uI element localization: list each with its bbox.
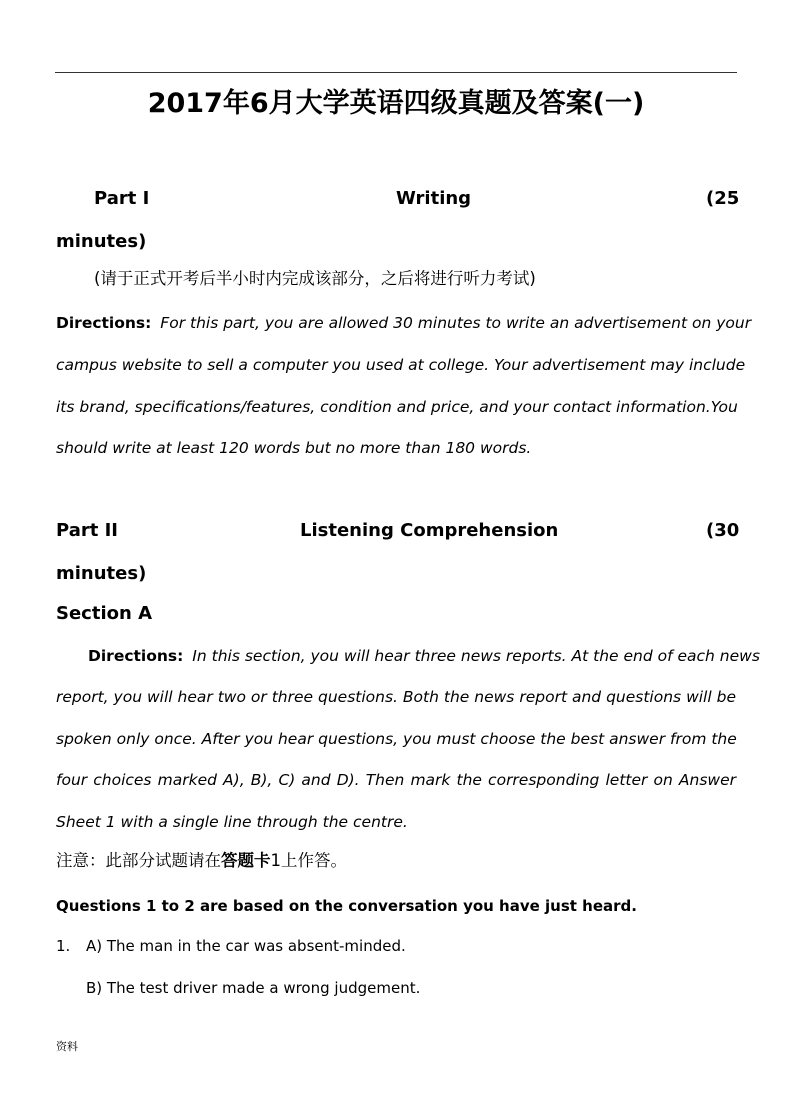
- part2-name: Listening Comprehension: [300, 520, 559, 541]
- part1-note: (请于正式开考后半小时内完成该部分，之后将进行听力考试): [94, 269, 536, 288]
- part2-directions-label: Directions:: [88, 647, 184, 665]
- part2-directions-line-5: Sheet 1 with a single line through the centre.: [56, 813, 408, 831]
- part1-directions-label: Directions:: [56, 314, 152, 332]
- part2-directions-line-1: Directions: In this section, you will hear three news reports. At the end of each news: [88, 647, 760, 665]
- page-title: 2017年6月大学英语四级真题及答案(一): [147, 88, 645, 119]
- footer-label: 资料: [56, 1040, 78, 1053]
- answer-sheet-bold: 答题卡: [221, 851, 271, 870]
- questions-heading: Questions 1 to 2 are based on the conversation you have just heard.: [56, 897, 637, 915]
- question-1-option-a: A) The man in the car was absent-minded.: [86, 937, 406, 955]
- question-1-number: 1.: [56, 937, 71, 955]
- part1-directions-line-1: Directions: For this part, you are allowed 30 minutes to write an advertisement on your: [56, 314, 752, 332]
- header-rule: [55, 72, 737, 73]
- part1-directions-line-3: its brand, specifications/features, condition and price, and your contact information.You: [56, 398, 738, 416]
- part2-time-open: (30: [706, 520, 740, 541]
- part2-directions-line-3: spoken only once. After you hear questions, you must choose the best answer from the: [56, 730, 737, 748]
- part2-time-close: minutes): [56, 563, 147, 584]
- part2-label: Part II: [56, 520, 118, 541]
- part1-directions-line-2: campus website to sell a computer you used at college. Your advertisement may include: [56, 356, 746, 374]
- answer-sheet-notice: 注意：此部分试题请在答题卡1上作答。: [56, 851, 347, 870]
- part1-directions-line-4: should write at least 120 words but no more than 180 words.: [56, 439, 532, 457]
- part1-label: Part I: [94, 188, 150, 209]
- part1-time-open: (25: [706, 188, 740, 209]
- part1-name: Writing: [396, 188, 472, 209]
- part2-directions-line-2: report, you will hear two or three questions. Both the news report and questions will be: [56, 688, 736, 706]
- part2-directions-line-4: four choices marked A), B), C) and D). Then mark the corresponding letter on Answer: [56, 771, 736, 789]
- section-a-heading: Section A: [56, 603, 152, 624]
- question-1-option-b: B) The test driver made a wrong judgement.: [86, 979, 421, 997]
- part1-time-close: minutes): [56, 231, 147, 252]
